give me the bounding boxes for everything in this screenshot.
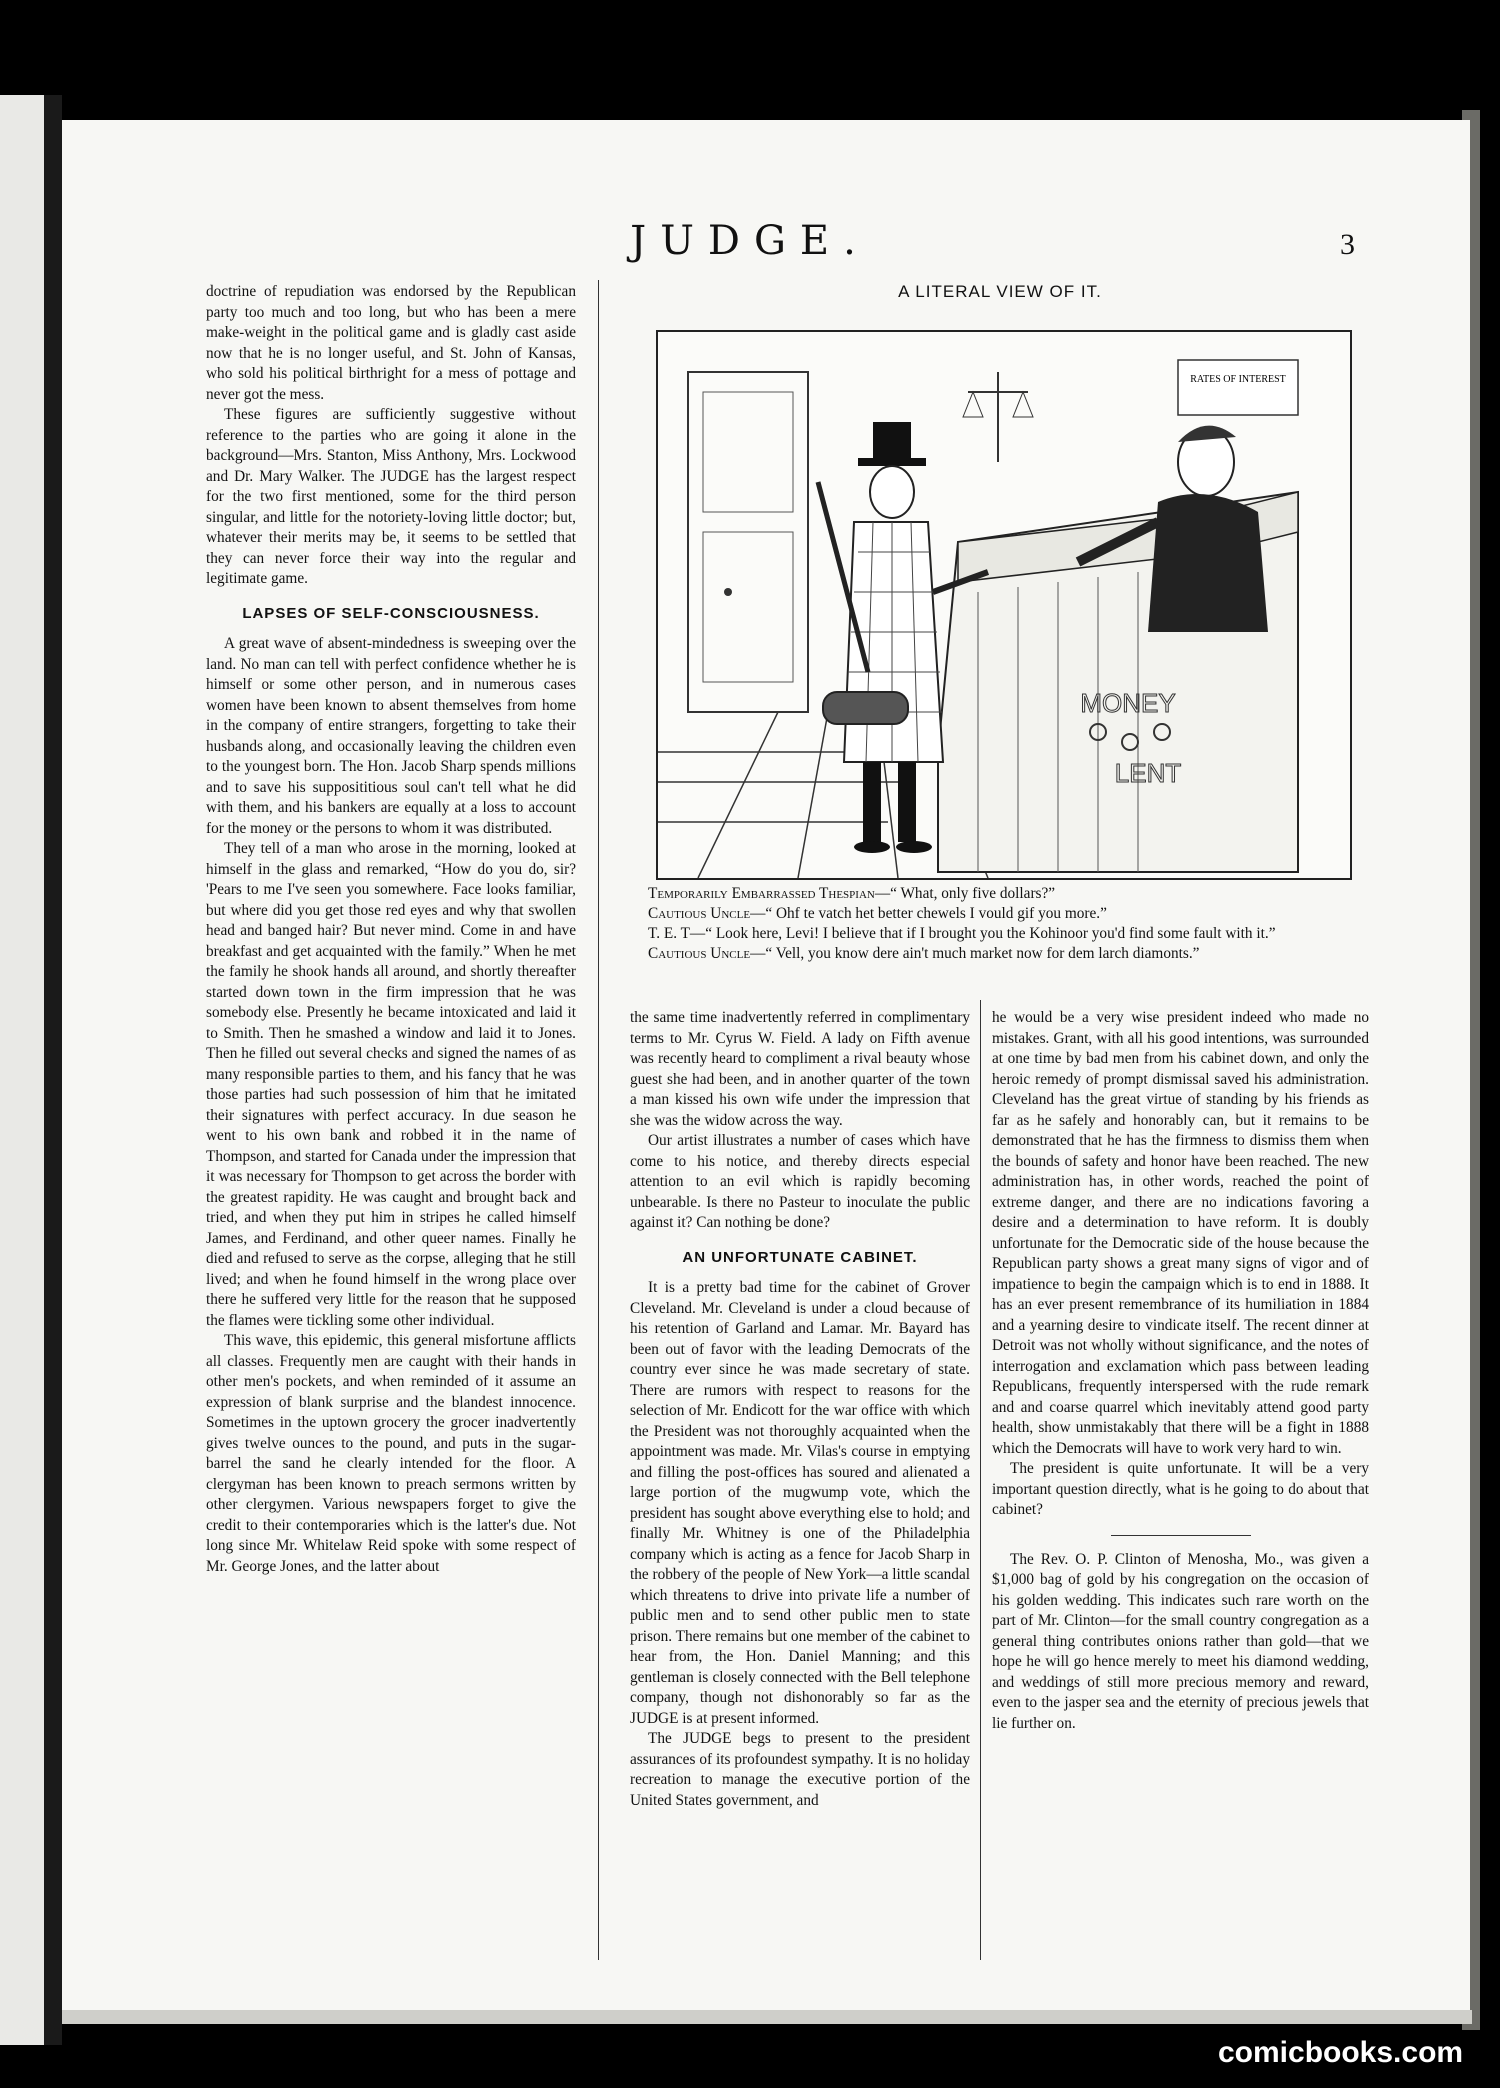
caption-line [630, 884, 1370, 904]
paragraph: These figures are sufficiently suggestive without reference to the parties who are going it alone in the background—Mrs. Stanton, Miss Anthony, Mrs. Lockwood and Dr. Mary Walker. The JUDGE has the largest respect for the two first mentioned, some for the third person singular, and little for the notoriety-loving little doctor; but, whatever their merits may be, it seems to be settled that they can never force their way into the regular and legitimate game. [206, 406, 576, 587]
paragraph: the same time inadvertently referred in complimentary terms to Mr. Cyrus W. Field. A lady on Fifth avenue was recently heard to compliment a rival beauty whose guest she had been, and in another quarter of the town a man kissed his own wife under the impression that she was the widow across the way. [630, 1009, 970, 1129]
column-rule-right [980, 1000, 981, 1960]
page-number: 3 [1340, 228, 1355, 261]
paragraph: Our artist illustrates a number of cases which have come to his notice, and thereby directs especial attention to an evil which is rapidly becoming unbearable. Is there no Pasteur to inoculate the public against it? Can nothing be done? [630, 1132, 970, 1231]
caption-speaker: Cautious Uncle [648, 945, 751, 962]
caption-text: —“ Look here, Levi! I believe that if I brought you the Kohinoor you'd find some fault with it.” [689, 925, 1276, 942]
lent-sign-text: LENT [1114, 758, 1182, 788]
caption-speaker: Cautious Uncle [648, 905, 751, 922]
masthead: JUDGE. [630, 218, 870, 264]
caption-speaker: Temporarily Embarrassed Thespian [648, 885, 875, 902]
paragraph: It is a pretty bad time for the cabinet of Grover Cleveland. Mr. Cleveland is under a cloud because of his retention of Garland and Lamar. Mr. Bayard has been out of favor with the leading Democrats of the country ever since he was made secretary of state. There are rumors with respect to reasons for the selection of Mr. Endicott for the war office with which the President was not thoroughly acquainted when the appointment was made. Mr. Vilas's course in emptying and filling the post-offices has soured and alienated a large portion of the mugwump vote, which the president has sought above everything else to hold; and finally Mr. Whitney is one of the Philadelphia company which is acting as a fence for Jacob Sharp in the robbery of the people of New York—a little scandal which threatens to drive into private life a number of public men and to send other public men to state prison. There remains but one member of the cabinet to hear from, the Hon. Daniel Manning; and this gentleman is closely connected with the Bell telephone company, though not dishonorably so far as the JUDGE is at present informed. [630, 1279, 970, 1727]
column-rule-left [598, 280, 599, 1960]
cartoon-illustration [656, 330, 1352, 880]
watermark: comicbooks.com [1218, 2036, 1464, 2069]
paragraph: A great wave of absent-mindedness is sweeping over the land. No man can tell with perfect confidence whether he is himself or some other person, and in numerous cases women have been known to absent themselves from home in the company of entire strangers, forgetting to take their husbands along, and occasionally leaving the children even to the youngest born. The Hon. Jacob Sharp spends millions and to save his supposititious soul can't tell what he did with them, and his bankers are equally at a loss to account for the money or the persons to whom it was distributed. [206, 635, 576, 837]
caption-text: —“ Ohf te vatch het better chewels I vould gif you more.” [750, 905, 1107, 922]
caption-speaker: T. E. T [648, 925, 690, 942]
paragraph: The Rev. O. P. Clinton of Menosha, Mo., was given a $1,000 bag of gold by his congregation on the occasion of his golden wedding. This indicates such rare worth on the part of Mr. Clinton—for the small country congregation as a general thing contributes onions rather than gold—that we hope he will go hence merely to meet his diamond wedding, and weddings of still more precious memory and reward, even to the jasper sea and the eternity of precious jewels that lie further on. [992, 1550, 1369, 1732]
cartoon-title: A LITERAL VIEW OF IT. [898, 282, 1102, 301]
right-column [992, 1008, 1369, 1734]
middle-column [630, 1008, 970, 1811]
paragraph: This wave, this epidemic, this general misfortune afflicts all classes. Frequently men are caught with their hands in other men's pockets, and when reminded of it assume an expression of blank surprise and the blandest innocence. Sometimes in the uptown grocery the grocer inadvertently gives twelve ounces to the pound, and puts in the sugar-barrel the sand he clearly intended for the floor. A clergyman has been known to preach sermons written by other clergymen. Various newspapers forget to give the credit to their contemporaries which is the latter's due. Not long since Mr. Whitelaw Reid spoke with some respect of Mr. George Jones, and the latter about [206, 1332, 576, 1575]
cartoon-drawing [658, 332, 1350, 878]
caption-line [630, 944, 1370, 964]
cartoon-caption [630, 884, 1370, 964]
section-heading: LAPSES OF SELF-CONSCIOUSNESS. [242, 604, 540, 622]
caption-line [630, 924, 1370, 944]
caption-line [630, 904, 1370, 924]
money-sign-text: MONEY [1080, 688, 1176, 718]
paragraph: The JUDGE begs to present to the president assurances of its profoundest sympathy. It is no holiday recreation to manage the executive portion of the United States government, and [630, 1730, 970, 1809]
facing-page-edge [0, 95, 44, 2045]
paragraph: doctrine of repudiation was endorsed by the Republican party too much and too long, but who has been a mere make-weight in the political game and is gladly cast aside now that he is no longer useful, and St. John of Kansas, who sold his political birthright for a mess of pottage and never got the mess. [206, 283, 576, 403]
section-divider [1111, 1535, 1251, 1536]
page-bottom-edge [62, 2010, 1472, 2024]
paragraph: They tell of a man who arose in the morning, looked at himself in the glass and remarked, “How do you do, sir? 'Pears to me I've seen you somewhere. Face looks familiar, but where did you get those red eyes and why that swollen head and banged hair? But never mind. Come in and have breakfast and get acquainted with the family.” When he met the family he shook hands all around, and shortly thereafter started down town in the firm impression that he was somebody else. Presently he became intoxicated and laid it to Smith. Then he smashed a window and laid it to Jones. Then he filled out several checks and signed the names of as many responsible parties to them, and his fancy that he was those parties had such possession of him that he imitated their signatures with perfect accuracy. In due season he went to his own bank and robbed it in the name of Thompson, and started for Canada under the impression that it was necessary for Thompson to get across the border with the greatest rapidity. He was caught and brought back and tried, and when they put him in stripes he called himself James, and Ferdinand, and other queer names. Finally he died and refused to serve as the corpse, alleging that he still lived; and when he found himself in the wrong place over there he suffered very little for the reason that he supposed the flames were tickling some other individual. [206, 840, 577, 1329]
caption-text: —“ Vell, you know dere ain't much market now for dem larch diamonts.” [750, 945, 1200, 962]
paragraph: The president is quite unfortunate. It will be a very important question directly, what is he going to do about that cabinet? [992, 1460, 1369, 1518]
rates-sign-text: RATES OF INTEREST [1190, 374, 1286, 385]
section-heading: AN UNFORTUNATE CABINET. [682, 1248, 918, 1266]
left-column [206, 282, 576, 1577]
paragraph: he would be a very wise president indeed who made no mistakes. Grant, with all his good intentions, was surrounded at one time by bad men from his cabinet down, and only the heroic remedy of prompt dismissal saved his administration. Cleveland has the great virtue of standing by his friends as far as he safely and honorably can, but it remains to be demonstrated that he has the firmness to dismiss them when the bounds of safety and honor have been reached. The new administration has, in other words, reached the point of extreme danger, and there are no indications favoring a desire and a determination to have reform. It is doubly unfortunate for the Democratic side of the house because the Republican party shows a great many signs of vigor and of impatience to begin the campaign which is to end in 1888. It has an ever present remembrance of its humiliation in 1884 and a yearning desire to vindicate itself. The recent dinner at Detroit was not wholly without significance, and the notes of interrogation and exclamation which pass between leading Republicans, frequently interspersed with the rude remark and and coarse quarrel which inevitably attend good party health, show unmistakably that there will be a fight in 1888 which the Democrats will have to work very hard to win. [992, 1009, 1369, 1457]
caption-text: —“ What, only five dollars?” [874, 885, 1056, 902]
